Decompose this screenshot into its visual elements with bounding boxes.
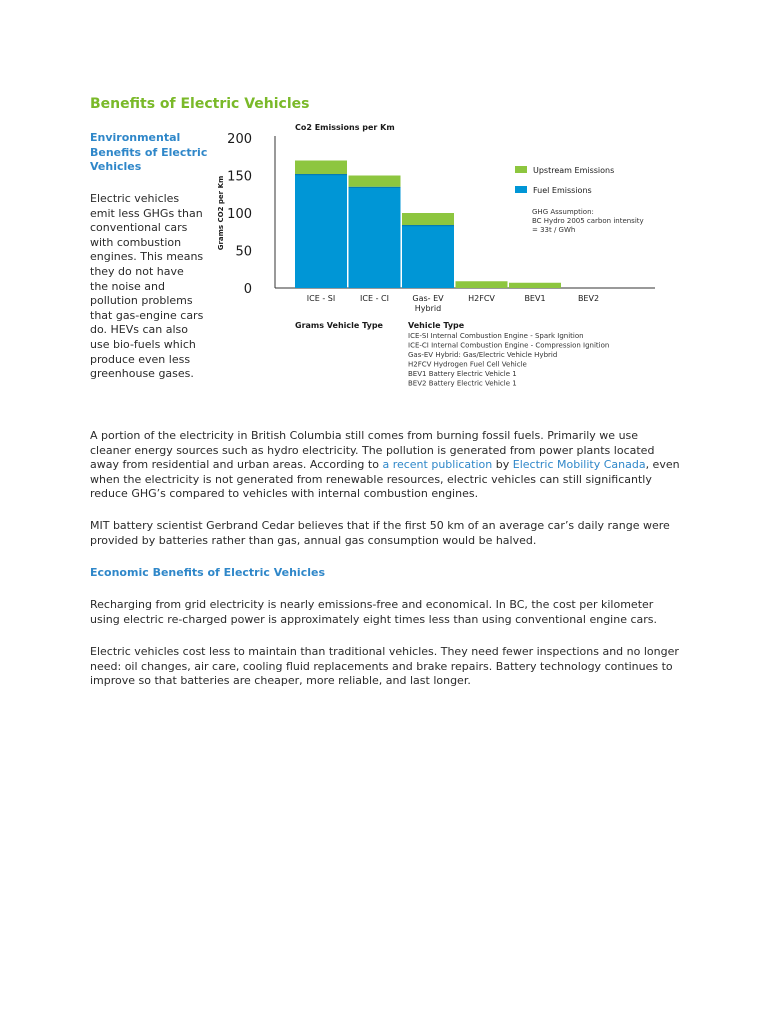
- bar-upstream-emissions-4: [509, 283, 561, 288]
- vehicle-type-line-3: H2FCV Hydrogen Fuel Cell Vehicle: [408, 360, 527, 369]
- environmental-text: Electric vehicles emit less GHGs than conventional cars with combustion engines. This means they do not have the noise and pollution problems that gas-engine cars do. HEVs can also use bio-fuels which produce even less greenhouse gases.: [90, 192, 204, 381]
- bar-fuel-emissions-1: [349, 187, 401, 288]
- y-tick-label-4: 200: [227, 132, 252, 147]
- vehicle-type-line-1: ICE-CI Internal Combustion Engine - Compression Ignition: [408, 341, 610, 350]
- assumption-line-1: BC Hydro 2005 carbon intensity: [532, 217, 644, 225]
- y-axis-label: Grams CO2 per Km: [217, 175, 225, 251]
- chart-title: Co2 Emissions per Km: [295, 123, 395, 132]
- y-tick-label-3: 150: [227, 169, 252, 185]
- x-tick-label-0: ICE - SI: [306, 294, 336, 303]
- vehicle-type-line-0: ICE-SI Internal Combustion Engine - Spark Ignition: [408, 332, 584, 340]
- y-tick-label-1: 50: [235, 244, 252, 260]
- economic-heading: Economic Benefits of Electric Vehicles: [90, 566, 326, 579]
- bar-edge-2: [402, 225, 454, 226]
- bar-upstream-emissions-0: [295, 161, 347, 175]
- legend-swatch-1: [515, 186, 527, 193]
- bar-edge-0: [295, 174, 347, 175]
- vehicle-type-line-5: BEV2 Battery Electric Vehicle 1: [408, 379, 517, 388]
- vehicle-type-line-4: BEV1 Battery Electric Vehicle 1: [408, 370, 517, 378]
- bar-fuel-emissions-2: [402, 225, 454, 288]
- paragraph-recharging: Recharging from grid electricity is nearly emissions-free and economical. In BC, the cost per kilometer using electric re-charged power is approximately eight times less than using conventional engine cars.: [90, 598, 658, 626]
- recent-publication-link[interactable]: a recent publication: [382, 458, 493, 472]
- legend-label-0: Upstream Emissions: [533, 166, 615, 175]
- assumption-line-0: GHG Assumption:: [532, 208, 594, 216]
- x-tick-label-2-line2: Hybrid: [414, 304, 442, 313]
- bar-edge-1: [349, 187, 401, 188]
- electric-mobility-canada-link[interactable]: Electric Mobility Canada: [512, 458, 646, 472]
- bar-upstream-emissions-2: [402, 213, 454, 225]
- legend-swatch-0: [515, 166, 527, 173]
- x-tick-label-2: Gas- EV: [412, 294, 444, 303]
- vehicle-type-heading: Vehicle Type: [408, 321, 465, 330]
- bar-upstream-emissions-3: [456, 281, 508, 288]
- x-tick-label-1: ICE - CI: [360, 294, 389, 303]
- paragraph-fossil-fuels-text: A portion of the electricity in British Columbia still comes from burning fossil fuels. Primarily we use cleaner energy sources such as hydro electricity. The pollution is generated from power plants located away from residential and urban areas. According to: [90, 429, 655, 472]
- y-tick-label-0: 0: [243, 282, 252, 297]
- x-axis-label: Grams Vehicle Type: [295, 321, 383, 330]
- co2-chart: [212, 118, 672, 390]
- y-tick-label-2: 100: [227, 207, 252, 222]
- paragraph-by-text: by: [492, 458, 513, 472]
- legend-label-1: Fuel Emissions: [533, 186, 592, 195]
- paragraph-fossil-fuels-rest: , even when the electricity is not generated from renewable resources, electric vehicles can still significantly reduce GHG’s compared to vehicles with internal combustion engines.: [90, 458, 680, 501]
- x-tick-label-5: BEV2: [577, 294, 600, 303]
- page-title: Benefits of Electric Vehicles: [90, 96, 310, 112]
- assumption-line-2: = 33t / GWh: [532, 226, 576, 234]
- paragraph-fossil-fuels: [90, 429, 680, 502]
- x-tick-label-4: BEV1: [524, 294, 546, 303]
- vehicle-type-line-2: Gas-EV Hybrid: Gas/Electric Vehicle Hybrid: [408, 351, 558, 359]
- x-tick-label-3: H2FCV: [468, 294, 495, 303]
- bar-fuel-emissions-0: [295, 174, 347, 288]
- paragraph-maintenance: Electric vehicles cost less to maintain than traditional vehicles. They need fewer inspections and no longer need: oil changes, air care, cooling fluid replacements and brake repairs. Battery technology continues to improve so that batteries are cheaper, more reliable, and last longer.: [90, 645, 679, 688]
- environmental-heading: Environmental Benefits of Electric Vehicles: [90, 131, 208, 173]
- co2-chart-svg: [212, 118, 672, 390]
- bar-upstream-emissions-1: [349, 176, 401, 187]
- paragraph-mit-scientist: MIT battery scientist Gerbrand Cedar believes that if the first 50 km of an average car’s daily range were provided by batteries rather than gas, annual gas consumption would be halved.: [90, 519, 670, 547]
